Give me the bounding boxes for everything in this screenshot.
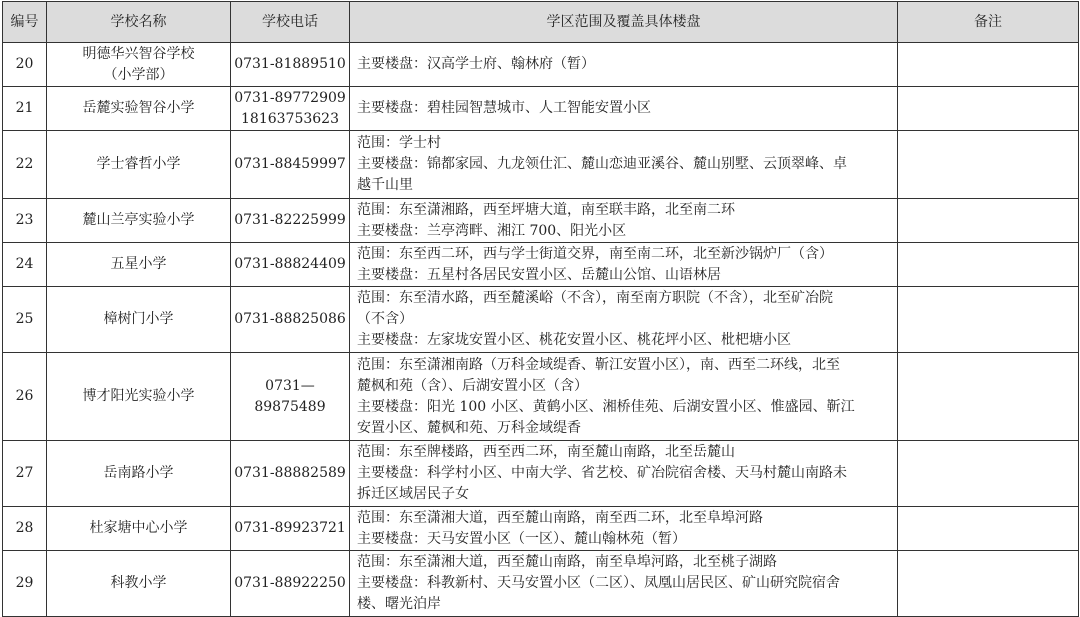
cell-school-phone-line: 0731-81889510 bbox=[234, 56, 346, 72]
cell-district-scope bbox=[350, 287, 898, 353]
cell-school-name-line: 明德华兴智谷学校 bbox=[82, 45, 195, 62]
cell-number: 24 bbox=[3, 243, 47, 287]
cell-number: 21 bbox=[3, 87, 47, 131]
cell-district-scope bbox=[350, 131, 898, 199]
cell-district-scope-line: 范围：东至潇湘南路（万科金域缇香、靳江安置小区），南、西至二环线，北至 bbox=[357, 356, 840, 373]
table-row bbox=[3, 507, 1079, 551]
cell-district-scope-line: 主要楼盘：碧桂园智慧城市、人工智能安置小区 bbox=[357, 100, 651, 116]
cell-number: 23 bbox=[3, 199, 47, 243]
cell-school-name bbox=[47, 551, 231, 617]
cell-district-scope bbox=[350, 43, 898, 87]
school-district-table bbox=[2, 1, 1079, 617]
table-header-row bbox=[3, 2, 1079, 43]
table-row bbox=[3, 551, 1079, 617]
table-row bbox=[3, 287, 1079, 353]
cell-school-name-line: （小学部） bbox=[103, 66, 174, 83]
cell-district-scope-line: 主要楼盘：阳光 100 小区、黄鹤小区、湘桥佳苑、后湖安置小区、惟盛园、靳江 bbox=[357, 398, 855, 415]
cell-school-phone-line: 18163753623 bbox=[241, 110, 339, 127]
cell-school-name-line: 学士睿哲小学 bbox=[96, 156, 181, 172]
table-row bbox=[3, 87, 1079, 131]
cell-school-name-line: 杜家塘中心小学 bbox=[89, 520, 188, 536]
cell-district-scope-line: 主要楼盘：兰亭湾畔、湘江 700、阳光小区 bbox=[357, 222, 627, 239]
cell-district-scope-line: 范围：东至潇湘大道，西至麓山南路，南至阜埠河路，北至桃子湖路 bbox=[357, 554, 777, 570]
header-district-scope: 学区范围及覆盖具体楼盘 bbox=[350, 2, 898, 43]
cell-district-scope bbox=[350, 353, 898, 441]
cell-school-phone bbox=[231, 507, 350, 551]
cell-district-scope bbox=[350, 243, 898, 287]
table-row bbox=[3, 43, 1079, 87]
cell-district-scope-line: 麓枫和苑（含）、后湖安置小区（含） bbox=[357, 377, 588, 394]
cell-school-phone-line: 0731-88824409 bbox=[234, 256, 346, 272]
cell-school-name-line: 博才阳光实验小学 bbox=[82, 388, 195, 404]
cell-school-phone bbox=[231, 441, 350, 507]
cell-school-phone-line: 0731-89772909 bbox=[234, 89, 346, 106]
cell-district-scope bbox=[350, 507, 898, 551]
cell-district-scope-line: 范围：东至西二环，西与学士街道交界，南至南二环，北至新沙锅炉厂（含） bbox=[357, 245, 833, 262]
cell-district-scope bbox=[350, 199, 898, 243]
header-remark: 备注 bbox=[898, 2, 1079, 43]
cell-number: 25 bbox=[3, 287, 47, 353]
header-number: 编号 bbox=[3, 2, 47, 43]
table-row bbox=[3, 243, 1079, 287]
cell-school-name bbox=[47, 287, 231, 353]
cell-school-phone bbox=[231, 551, 350, 617]
cell-remark bbox=[898, 243, 1079, 287]
cell-district-scope-line: 主要楼盘：科学村小区、中南大学、省艺校、矿冶院宿舍楼、天马村麓山南路未 bbox=[357, 465, 847, 481]
cell-school-name bbox=[47, 43, 231, 87]
cell-remark bbox=[898, 199, 1079, 243]
cell-number: 22 bbox=[3, 131, 47, 199]
cell-district-scope bbox=[350, 87, 898, 131]
cell-district-scope-line: 楼、曙光泊岸 bbox=[357, 596, 441, 612]
cell-school-name-line: 麓山兰亭实验小学 bbox=[82, 212, 195, 228]
cell-school-name-line: 科教小学 bbox=[110, 575, 167, 591]
cell-remark bbox=[898, 87, 1079, 131]
cell-school-name-line: 五星小学 bbox=[110, 256, 167, 272]
cell-school-name bbox=[47, 199, 231, 243]
cell-school-phone bbox=[231, 87, 350, 131]
cell-school-name bbox=[47, 507, 231, 551]
cell-district-scope-line: 主要楼盘：五星村各居民安置小区、岳麓山公馆、山语林居 bbox=[357, 266, 721, 283]
cell-number: 26 bbox=[3, 353, 47, 441]
cell-school-phone-line: 0731-88459997 bbox=[234, 156, 346, 172]
cell-school-phone-line: 0731-88922250 bbox=[234, 575, 346, 591]
table-row bbox=[3, 353, 1079, 441]
header-school-name: 学校名称 bbox=[47, 2, 231, 43]
cell-school-name bbox=[47, 243, 231, 287]
cell-school-phone-line: 0731-88882589 bbox=[234, 465, 346, 481]
cell-school-phone bbox=[231, 243, 350, 287]
cell-district-scope bbox=[350, 441, 898, 507]
cell-school-phone bbox=[231, 287, 350, 353]
cell-district-scope-line: 拆迁区域居民子女 bbox=[357, 486, 469, 502]
cell-district-scope-line: 范围：东至潇湘路，西至坪塘大道，南至联丰路，北至南二环 bbox=[357, 201, 735, 218]
cell-school-phone-line: 0731-89923721 bbox=[234, 520, 346, 536]
cell-school-phone bbox=[231, 199, 350, 243]
cell-district-scope-line: 范围：东至清水路，西至麓溪峪（不含），南至南方职院（不含），北至矿冶院 bbox=[357, 290, 833, 306]
cell-remark bbox=[898, 441, 1079, 507]
cell-district-scope-line: 安置小区、麓枫和苑、万科金域缇香 bbox=[357, 419, 581, 436]
cell-remark bbox=[898, 43, 1079, 87]
cell-remark bbox=[898, 131, 1079, 199]
cell-school-phone-line: 0731-82225999 bbox=[234, 212, 346, 228]
cell-school-phone bbox=[231, 131, 350, 199]
cell-remark bbox=[898, 507, 1079, 551]
cell-district-scope-line: 范围：学士村 bbox=[357, 135, 441, 151]
cell-remark bbox=[898, 287, 1079, 353]
cell-school-phone bbox=[231, 43, 350, 87]
cell-number: 27 bbox=[3, 441, 47, 507]
table-row bbox=[3, 441, 1079, 507]
cell-school-phone-line: 0731-88825086 bbox=[234, 311, 346, 327]
cell-district-scope-line: 主要楼盘：左家垅安置小区、桃花安置小区、桃花坪小区、枇杷塘小区 bbox=[357, 332, 791, 348]
cell-number: 28 bbox=[3, 507, 47, 551]
cell-district-scope-line: 主要楼盘：锦都家园、九龙领仕汇、麓山恋迪亚溪谷、麓山别墅、云顶翠峰、卓 bbox=[357, 156, 847, 172]
cell-school-phone bbox=[231, 353, 350, 441]
cell-school-name-line: 樟树门小学 bbox=[103, 311, 174, 327]
cell-school-name bbox=[47, 441, 231, 507]
table-body bbox=[3, 43, 1079, 617]
cell-district-scope-line: 主要楼盘：天马安置小区（一区）、麓山翰林苑（暂） bbox=[357, 530, 686, 547]
cell-school-name-line: 岳麓实验智谷小学 bbox=[82, 100, 195, 116]
cell-school-name bbox=[47, 87, 231, 131]
cell-school-phone-line: 0731—89875489 bbox=[254, 377, 326, 415]
cell-district-scope bbox=[350, 551, 898, 617]
cell-remark bbox=[898, 353, 1079, 441]
table-row bbox=[3, 131, 1079, 199]
cell-school-name-line: 岳南路小学 bbox=[103, 465, 174, 481]
cell-school-name bbox=[47, 353, 231, 441]
table-row bbox=[3, 199, 1079, 243]
cell-district-scope-line: 主要楼盘：汉高学士府、翰林府（暂） bbox=[357, 56, 595, 72]
cell-district-scope-line: 范围：东至潇湘大道，西至麓山南路，南至西二环，北至阜埠河路 bbox=[357, 509, 763, 526]
cell-remark bbox=[898, 551, 1079, 617]
cell-number: 20 bbox=[3, 43, 47, 87]
cell-district-scope-line: （不含） bbox=[357, 311, 413, 327]
cell-district-scope-line: 范围：东至牌楼路，西至西二环，南至麓山南路，北至岳麓山 bbox=[357, 444, 735, 460]
cell-school-name bbox=[47, 131, 231, 199]
header-school-phone: 学校电话 bbox=[231, 2, 350, 43]
cell-district-scope-line: 越千山里 bbox=[357, 177, 413, 193]
cell-number: 29 bbox=[3, 551, 47, 617]
cell-district-scope-line: 主要楼盘：科教新村、天马安置小区（二区）、凤凰山居民区、矿山研究院宿舍 bbox=[357, 575, 840, 591]
